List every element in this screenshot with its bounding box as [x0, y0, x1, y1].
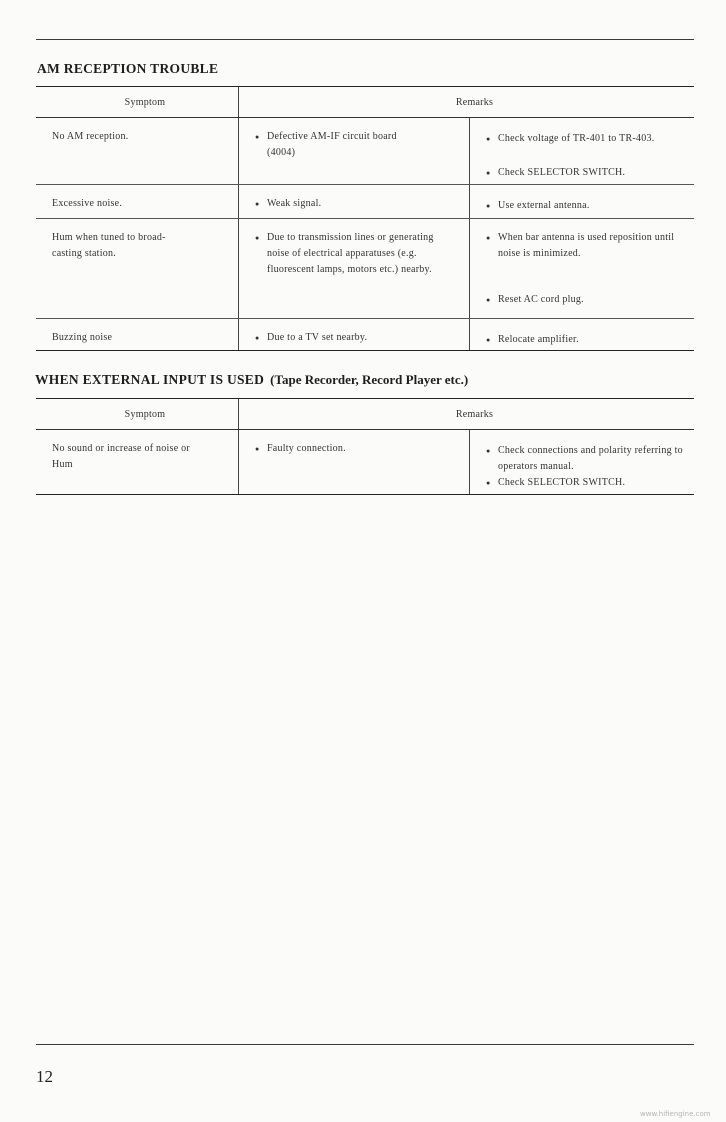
symptom-cell: [36, 219, 239, 319]
remedy-text: ● Reset AC cord plug.: [486, 292, 694, 308]
table-header: [36, 87, 694, 118]
remedy-text: ● Relocate amplifier.: [486, 332, 694, 348]
remarks-header: Remarks: [239, 399, 695, 430]
external-input-table: [36, 398, 694, 495]
section-title-text: WHEN EXTERNAL INPUT IS USED: [35, 372, 265, 387]
cause-cell: [239, 185, 470, 219]
section-subtitle: (Tape Recorder, Record Player etc.): [270, 372, 469, 387]
remedy-cell: [470, 430, 695, 495]
remedy-cell: [470, 219, 695, 319]
table-header: [36, 399, 694, 430]
symptom-header: Symptom: [36, 399, 239, 430]
remedy-text: ● When bar antenna is used reposition until noise is minimized.: [486, 230, 694, 262]
section-title-am: AM RECEPTION TROUBLE: [37, 61, 219, 76]
cause-cell: [239, 430, 470, 495]
section-title-external: [35, 372, 468, 388]
cause-cell: [239, 219, 470, 319]
symptom-cell: Excessive noise.: [36, 185, 239, 219]
table-row: [36, 185, 694, 219]
table-row: [36, 219, 694, 319]
cause-cell: [239, 319, 470, 351]
table-row: [36, 319, 694, 351]
top-rule: [36, 39, 694, 40]
symptom-text: Hum when tuned to broad-casting station.: [52, 232, 166, 259]
remarks-header: Remarks: [239, 87, 695, 118]
cause-cell: [239, 118, 470, 185]
remedy-text: ● Check SELECTOR SWITCH.: [486, 475, 694, 491]
remedy-text: ● Check connections and polarity referring to operators manual.: [486, 443, 694, 475]
symptom-cell: [36, 430, 239, 495]
am-trouble-table: [36, 86, 694, 351]
remedy-text: ● Check SELECTOR SWITCH.: [486, 165, 694, 181]
bottom-rule: [36, 1044, 694, 1045]
table-row: [36, 430, 694, 495]
page-number: 12: [36, 1067, 53, 1086]
cause-text: ● Faulty connection.: [255, 441, 469, 457]
remedy-cell: [470, 118, 695, 185]
remedy-text: ● Check voltage of TR-401 to TR-403.: [486, 131, 694, 147]
cause-text: ● Weak signal.: [255, 196, 469, 212]
remedy-cell: [470, 185, 695, 219]
remedy-text: ● Use external antenna.: [486, 198, 694, 214]
symptom-cell: Buzzing noise: [36, 319, 239, 351]
symptom-header: Symptom: [36, 87, 239, 118]
table-row: [36, 118, 694, 185]
cause-text: ● Due to a TV set nearby.: [255, 330, 469, 346]
cause-text: ● Defective AM-IF circuit board (4004): [255, 129, 397, 161]
symptom-cell: No AM reception.: [36, 118, 239, 185]
remedy-cell: [470, 319, 695, 351]
watermark: www.hifiengine.com: [640, 1110, 711, 1118]
cause-text: ● Due to transmission lines or generating noise of electrical apparatuses (e.g. fluorescent lamps, motors etc.) nearby.: [255, 230, 439, 278]
symptom-text: No sound or increase of noise or Hum: [52, 443, 190, 470]
